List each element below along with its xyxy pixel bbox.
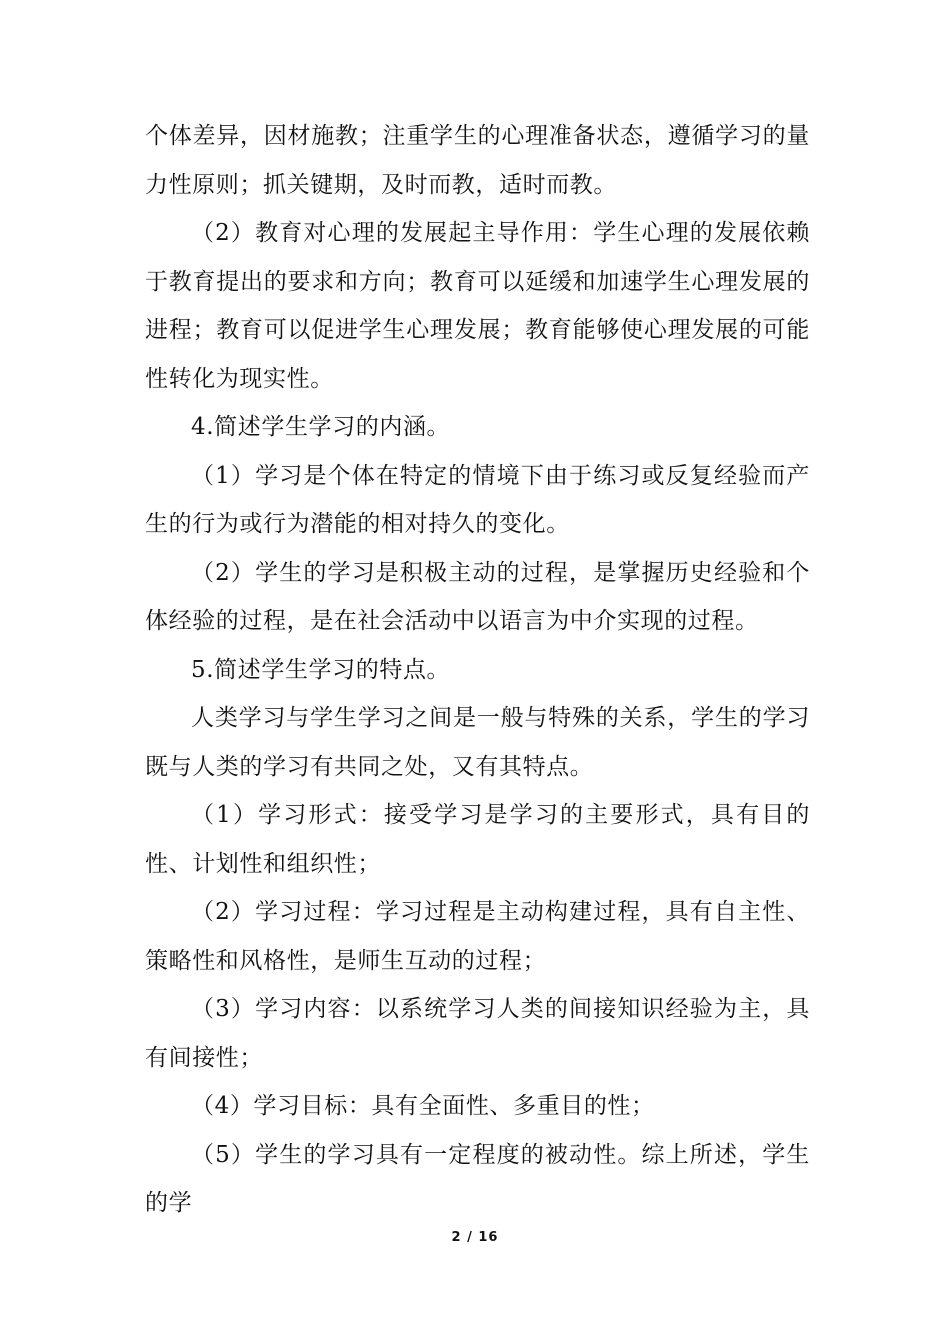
paragraph-5: （2）学生的学习是积极主动的过程，是掌握历史经验和个体经验的过程，是在社会活动中以语言为中介实现的过程。 [145, 559, 810, 634]
document-body [145, 112, 810, 1228]
paragraph-12: （5）学生的学习具有一定程度的被动性。综上所述，学生的学 [145, 1141, 810, 1216]
heading-question-4: 4.简述学生学习的内涵。 [191, 414, 451, 440]
paragraph-8: （1）学习形式：接受学习是学习的主要形式，具有目的性、计划性和组织性； [145, 802, 810, 877]
paragraph-2: （2）教育对心理的发展起主导作用：学生心理的发展依赖于教育提出的要求和方向；教育可以延缓和加速学生心理发展的进程；教育可以促进学生心理发展；教育能够使心理发展的可能性转化为现实性。 [145, 220, 810, 392]
paragraph-11: （4）学习目标：具有全面性、多重目的性； [191, 1093, 655, 1119]
paragraph-4: （1）学习是个体在特定的情境下由于练习或反复经验而产生的行为或行为潜能的相对持久的变化。 [145, 462, 810, 537]
paragraph-9: （2）学习过程：学习过程是主动构建过程，具有自主性、策略性和风格性，是师生互动的过程； [145, 899, 810, 974]
heading-question-5: 5.简述学生学习的特点。 [191, 656, 451, 683]
page-number: 2 / 16 [451, 1230, 499, 1245]
paragraph-10: （3）学习内容：以系统学习人类的间接知识经验为主，具有间接性； [145, 996, 810, 1071]
paragraph-1: 个体差异，因材施教；注重学生的心理准备状态，遵循学习的量力性原则；抓关键期，及时而教，适时而教。 [145, 123, 810, 198]
paragraph-7: 人类学习与学生学习之间是一般与特殊的关系，学生的学习既与人类的学习有共同之处，又有其特点。 [145, 705, 810, 780]
